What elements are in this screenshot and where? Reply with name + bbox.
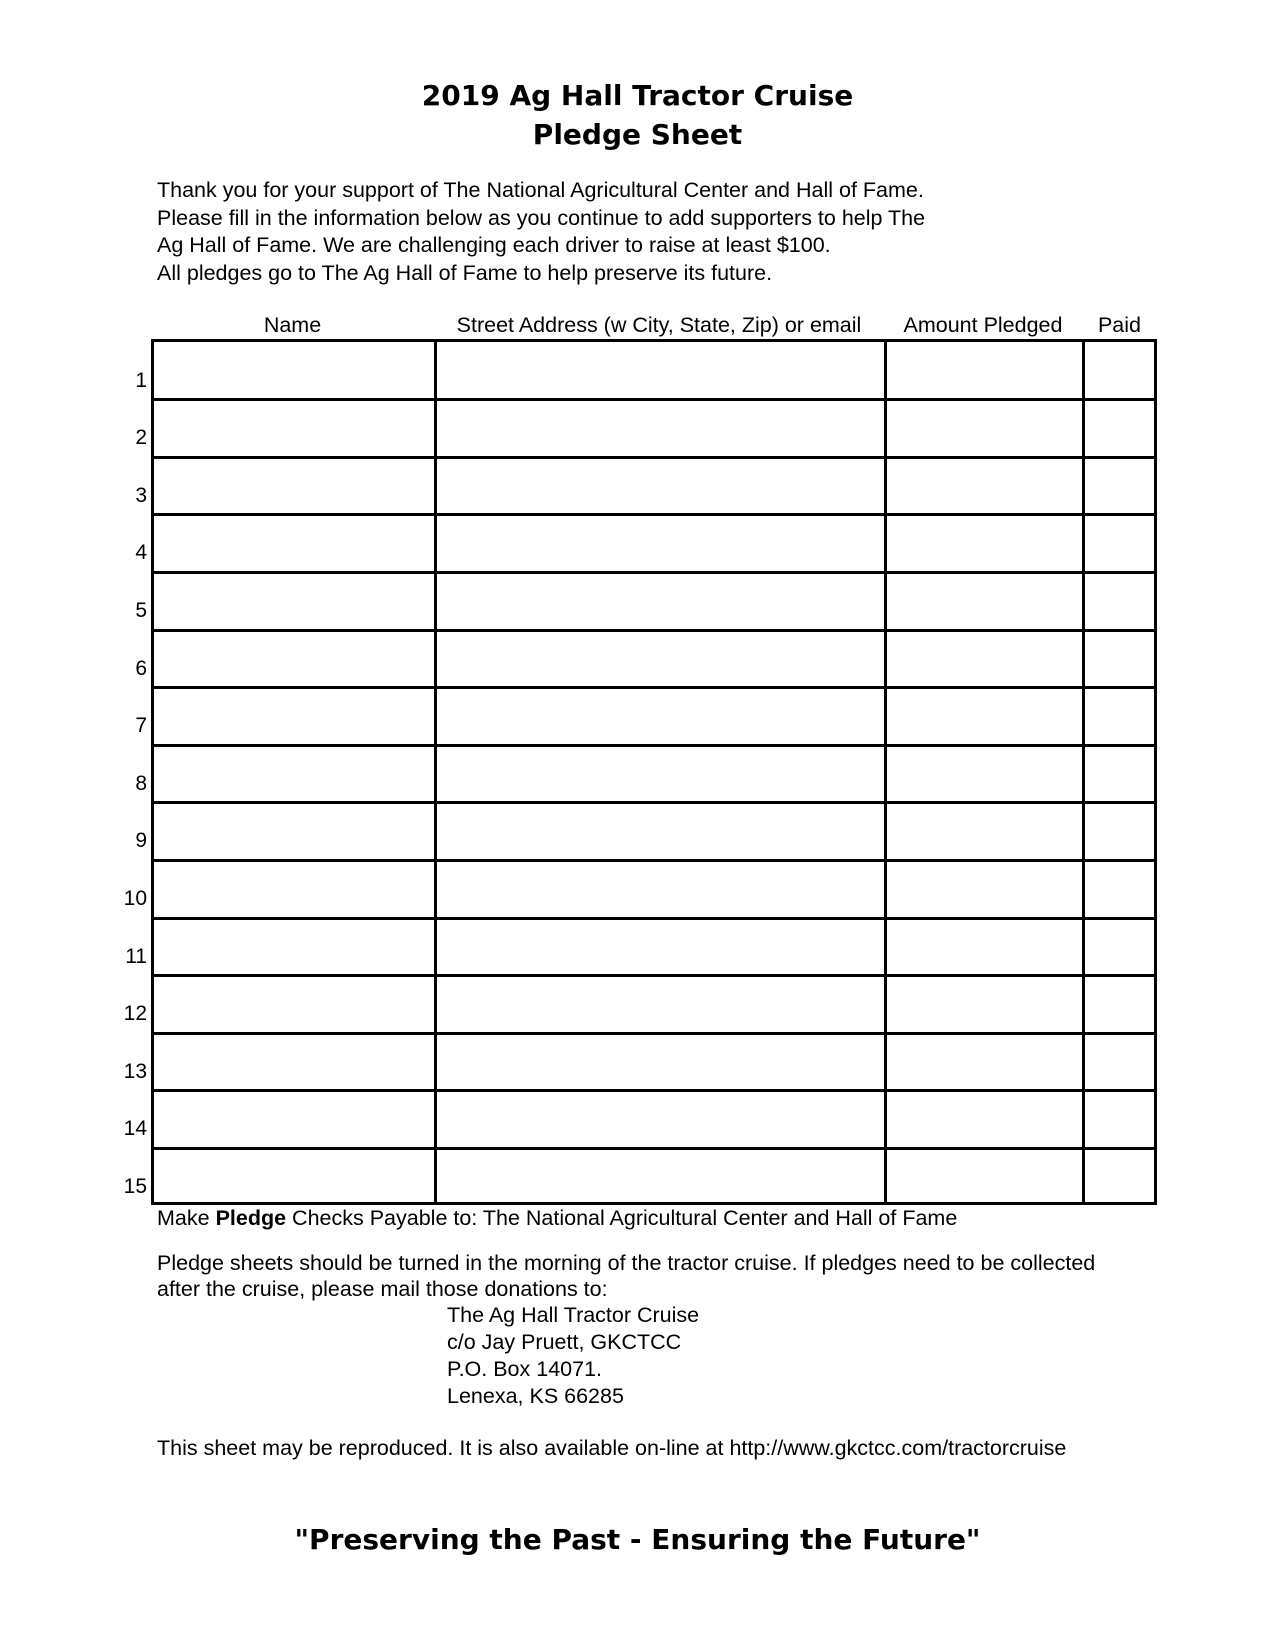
row-divider [154,801,1154,804]
mailing-address-line: The Ag Hall Tractor Cruise [447,1303,700,1327]
column-divider [884,342,887,1202]
instructions-line: Pledge sheets should be turned in the morning of the tractor cruise. If pledges need to be collected [157,1251,1096,1275]
mailing-address-line: P.O. Box 14071. [447,1357,602,1381]
row-number: 6 [135,656,147,680]
row-number: 8 [135,771,147,795]
row-number: 9 [135,829,147,853]
column-divider [1082,342,1085,1202]
row-divider [154,686,1154,689]
row-number: 10 [123,887,147,910]
row-divider [154,1147,1154,1150]
row-number: 14 [123,1117,147,1141]
row-divider [154,456,1154,459]
motto: "Preserving the Past - Ensuring the Future" [294,1523,981,1556]
reproduce-note: This sheet may be reproduced. It is also available on-line at http://www.gkctcc.com/tractorcruise [157,1436,1067,1460]
pledge-table [151,339,1157,1205]
column-header-name: Name [263,313,322,337]
instructions-line: after the cruise, please mail those donations to: [157,1277,608,1301]
column-header-address: Street Address (w City, State, Zip) or email [456,313,862,337]
row-divider [154,917,1154,920]
intro-line: All pledges go to The Ag Hall of Fame to help preserve its future. [157,260,773,285]
row-number: 13 [123,1059,147,1083]
row-number: 12 [123,1002,147,1026]
row-divider [154,513,1154,516]
intro-line: Please fill in the information below as you continue to add supporters to help The [157,205,926,230]
column-divider [434,342,437,1202]
row-divider [154,974,1154,977]
intro-line: Thank you for your support of The National Agricultural Center and Hall of Fame. [157,178,924,202]
row-number: 11 [125,944,147,968]
column-header-amount: Amount Pledged [903,313,1063,337]
row-divider [154,744,1154,747]
row-divider [154,859,1154,862]
row-number: 2 [135,426,147,450]
row-divider [154,629,1154,632]
row-divider [154,1089,1154,1092]
payable-prefix: Make [157,1206,216,1230]
payable-bold: Pledge [215,1206,287,1230]
mailing-address-line: Lenexa, KS 66285 [447,1384,624,1408]
payable-suffix: Checks Payable to: The National Agricultural Center and Hall of Fame [286,1206,958,1230]
mailing-address-line: c/o Jay Pruett, GKCTCC [447,1330,682,1354]
row-divider [154,571,1154,574]
row-divider [154,1032,1154,1035]
row-number: 1 [135,368,147,392]
page-subtitle: Pledge Sheet [532,118,743,151]
row-number: 4 [135,541,147,565]
column-header-paid: Paid [1097,313,1142,337]
row-divider [154,398,1154,401]
page-title: 2019 Ag Hall Tractor Cruise [421,79,854,112]
row-number: 5 [135,599,147,622]
row-number: 3 [135,483,147,507]
row-number: 7 [135,714,147,738]
row-number: 15 [123,1175,147,1198]
intro-line: Ag Hall of Fame. We are challenging each driver to raise at least $100. [157,233,831,257]
payable-note [157,1205,957,1232]
intro-paragraph [157,177,925,287]
